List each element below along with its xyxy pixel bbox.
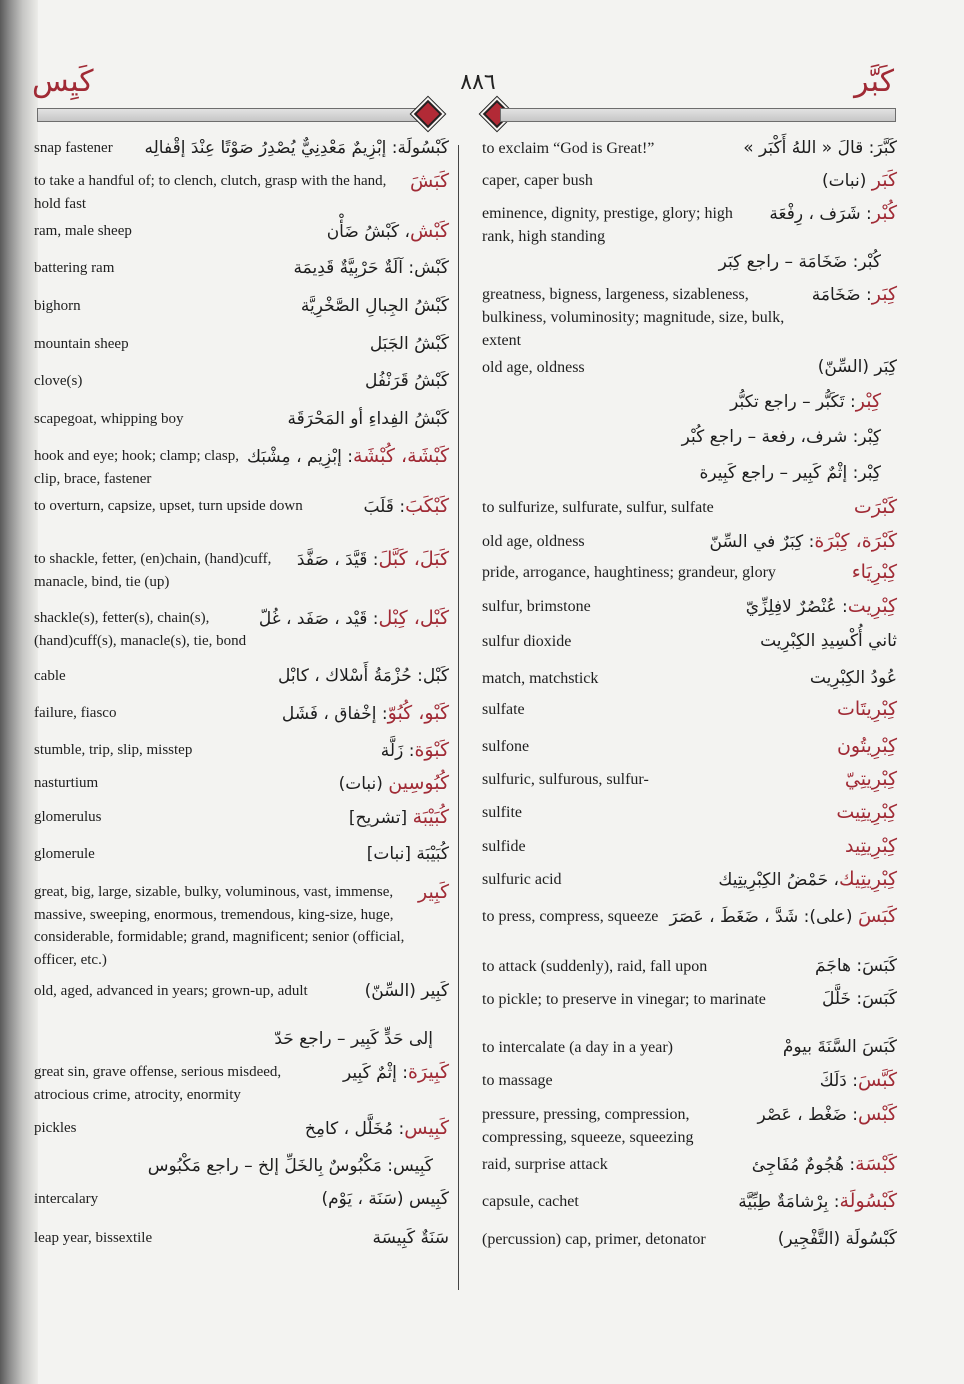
dictionary-entry (482, 462, 897, 485)
english-translation: snap fastener (34, 140, 113, 156)
arabic-definition: : ضَخَامَة (811, 285, 872, 305)
english-translation: old age, oldness (482, 533, 585, 550)
headword: كِبْرِيتِيّ (844, 768, 897, 790)
arabic-term (274, 1028, 449, 1051)
arabic-term (822, 169, 897, 193)
arabic-definition: كِبَر (السِّنّ) (817, 357, 897, 377)
dictionary-entry (482, 1153, 897, 1177)
english-translation: to overturn, capsize, upset, turn upside down (34, 498, 303, 514)
arabic-definition: كِبْر: إثْمٌ كَبِير – راجع كَبِيرة (699, 463, 881, 483)
arabic-term (836, 801, 897, 825)
english-translation: to press, compress, squeeze (482, 908, 659, 925)
english-translation: hook and eye; hook; clamp; clasp, clip, brace, fastener (34, 448, 239, 487)
dictionary-entry (482, 1228, 897, 1251)
dictionary-entry (34, 1117, 449, 1141)
english-translation: to massage (482, 1072, 553, 1089)
english-translation: eminence, dignity, prestige, glory; high rank, high standing (482, 205, 733, 245)
english-translation: ram, male sheep (34, 223, 132, 239)
headword: كِبْرِيتَات (837, 698, 897, 720)
english-translation: pickles (34, 1120, 77, 1136)
arabic-definition: (نبات) (338, 774, 389, 794)
arabic-term (247, 445, 449, 469)
english-translation: to intercalate (a day in a year) (482, 1039, 673, 1056)
english-translation: scapegoat, whipping boy (34, 411, 184, 427)
arabic-term (752, 1153, 897, 1177)
dictionary-entry (482, 1069, 897, 1093)
arabic-term (854, 496, 897, 520)
arabic-term (837, 698, 897, 722)
headword: كِبْرِيتِيت (836, 801, 897, 823)
english-translation: clove(s) (34, 373, 83, 389)
english-translation: cable (34, 668, 66, 684)
headword: كَبْكَبَ (405, 495, 449, 517)
headword: كِبْرِيت (847, 595, 897, 617)
headword: كَبِيرَة (408, 1061, 449, 1083)
dictionary-entry (34, 1188, 449, 1211)
arabic-term (410, 170, 449, 194)
arabic-definition: : إثْمٌ كَبِير (343, 1063, 409, 1083)
dictionary-entry (34, 1028, 449, 1051)
dictionary-entry (34, 548, 449, 593)
dictionary-entry (34, 295, 449, 318)
dictionary-entry (482, 1190, 897, 1214)
arabic-definition: كَبَّرَ: قالَ « اللهُ أَكْبَر » (743, 138, 897, 158)
dictionary-entry (482, 390, 897, 414)
arabic-definition: : دَلَكَ (819, 1071, 858, 1091)
arabic-term (845, 835, 897, 859)
dictionary-entry (34, 257, 449, 280)
arabic-term (349, 806, 449, 830)
arabic-definition: كَبْسُولَة (التَّفْجِير) (777, 1229, 897, 1249)
header-rule-left (37, 108, 424, 122)
english-translation: sulfuric acid (482, 871, 562, 888)
arabic-term (365, 370, 449, 393)
english-translation: battering ram (34, 260, 115, 276)
dictionary-entry (482, 137, 897, 160)
english-translation: capsule, cachet (482, 1193, 579, 1210)
arabic-term (812, 283, 897, 307)
arabic-term (746, 595, 897, 619)
arabic-definition: : تَكَبُّر – راجع تكبُّر (730, 392, 856, 412)
arabic-term (669, 905, 897, 929)
english-translation: to shackle, fetter, (en)chain, (hand)cuff, manacle, bind, tie (up) (34, 551, 272, 590)
headword: كِبْرِيتُون (836, 735, 897, 757)
arabic-term (820, 1069, 897, 1093)
headword: كَبْل، كِبْل (378, 607, 449, 629)
dictionary-entry (34, 772, 449, 796)
arabic-definition: : مُخَلَّل ، كامِخ (304, 1119, 405, 1139)
headword: كَبْش (409, 220, 449, 242)
dictionary-entry (34, 843, 449, 866)
arabic-definition: كَبْل: حُزْمَةُ أَسْلاك ، كابْل (277, 666, 449, 686)
dictionary-entry (34, 137, 449, 160)
headword: كِبْرِيتِيد (845, 835, 897, 857)
dictionary-entry (482, 356, 897, 379)
headword: كَبَّسَ (857, 1069, 897, 1091)
english-translation: leap year, bissextile (34, 1230, 153, 1246)
dictionary-entry (482, 561, 897, 585)
arabic-definition: سَنَةٌ كَبِيسَة (372, 1228, 449, 1248)
arabic-definition: [تشريح] (348, 808, 413, 828)
arabic-term (743, 137, 897, 160)
dictionary-entry (482, 955, 897, 978)
arabic-term (758, 1103, 897, 1127)
dictionary-entry (482, 988, 897, 1011)
headword: كُبَيْبَة (412, 806, 449, 828)
arabic-definition: كَبَسَ: هاجَمَ (815, 956, 897, 976)
headword: كَبِير (418, 881, 449, 903)
arabic-term (710, 530, 897, 554)
header-rule-right (500, 108, 896, 122)
headword: كُبْر (871, 202, 897, 224)
arabic-definition: كَبْسُولَة: إبْزِيمٌ مَعْدِنِيٌّ يُصْدِرُ صَوْتًا عِنْدَ إقْفالِه (144, 138, 449, 158)
dictionary-entry (482, 801, 897, 825)
english-translation: caper, caper bush (482, 172, 593, 189)
english-translation: stumble, trip, slip, misstep (34, 742, 193, 758)
arabic-term (301, 295, 449, 318)
arabic-definition: كُبَيْبَة [نبات] (366, 844, 449, 864)
headword: كَبْرَة، كِبْرَة (814, 530, 897, 552)
arabic-term (305, 1117, 449, 1141)
english-translation: sulfur, brimstone (482, 598, 591, 615)
english-translation: to take a handful of; to clench, clutch, grasp with the hand, hold fast (34, 173, 387, 212)
headword: كُبُوسِين (388, 772, 449, 794)
arabic-term (381, 739, 449, 763)
arabic-term (418, 881, 449, 905)
arabic-term (365, 980, 449, 1003)
english-translation: great, big, large, sizable, bulky, voluminous, vast, immense, massive, sweeping, enormous, tremendous, king-size, huge, considerable, formidable; grand, magnificent; senior (official, officer, etc.) (34, 884, 405, 968)
headword: كَبَشَ (409, 170, 449, 192)
arabic-term (818, 356, 897, 379)
arabic-term (327, 220, 449, 244)
english-translation: intercalary (34, 1191, 99, 1207)
english-translation: sulfone (482, 738, 530, 755)
english-translation: raid, surprise attack (482, 1156, 608, 1173)
arabic-definition: : إبْزِيم ، مِشْبَك (246, 447, 353, 467)
column-divider (458, 145, 459, 1290)
english-translation: failure, fiasco (34, 705, 117, 721)
dictionary-entry (34, 1227, 449, 1250)
dictionary-entry (482, 835, 897, 859)
english-translation: sulfite (482, 804, 522, 821)
dictionary-entry (482, 595, 897, 619)
english-translation: great sin, grave offense, serious misdeed, atrocious crime, atrocity, enormity (34, 1064, 282, 1103)
dictionary-entry (482, 698, 897, 722)
page-number: ٨٨٦ (460, 70, 496, 95)
english-translation: to attack (suddenly), raid, fall upon (482, 958, 708, 975)
arabic-definition: (على): شَدَّ ، ضَغَطَ ، عَصَرَ (669, 907, 858, 927)
arabic-term (778, 1228, 897, 1251)
arabic-definition: كَبَسَ السَّنَةَ بيومْ (782, 1037, 897, 1057)
arabic-term (339, 772, 449, 796)
arabic-definition: (نبات) (822, 171, 872, 191)
headword: كَبَر (871, 169, 897, 191)
arabic-definition: كَبْشُ الفِداءِ أو المَحْرَقَة (287, 409, 449, 429)
arabic-term (343, 1061, 449, 1085)
dictionary-entry (482, 496, 897, 520)
english-translation: greatness, bigness, largeness, sizableness, bulkiness, voluminosity; magnitude, size, bulk, extent (482, 286, 785, 349)
arabic-term (845, 768, 897, 792)
arabic-definition: : قَلَبَ (363, 497, 406, 517)
english-translation: sulfide (482, 838, 526, 855)
arabic-term (810, 667, 897, 690)
english-translation: mountain sheep (34, 336, 129, 352)
headword: كِبْر (855, 390, 881, 412)
arabic-term (682, 426, 897, 449)
dictionary-entry (34, 665, 449, 688)
dictionary-entry (34, 370, 449, 393)
dictionary-entry (34, 333, 449, 356)
english-translation: (percussion) cap, primer, detonator (482, 1231, 706, 1248)
english-translation: glomerulus (34, 809, 102, 825)
arabic-term (837, 735, 897, 759)
dictionary-entry (34, 806, 449, 830)
arabic-definition: : هُجُومٌ مُفَاجِئ (751, 1155, 856, 1175)
arabic-definition: : كِبَرٌ في السِّنّ (709, 532, 815, 552)
arabic-definition: كَبِيس: مَكْبُوسٌ بِالخَلِّ إلخ – راجع مَكْبُوس (147, 1156, 433, 1176)
english-translation: shackle(s), fetter(s), chain(s), (hand)cuff(s), manacle(s), tie, bond (34, 610, 247, 649)
arabic-definition: : قَيْد ، صَفَد ، غُلّ (258, 609, 379, 629)
dictionary-entry (482, 530, 897, 554)
headword: كَبْسَة (855, 1153, 897, 1175)
dictionary-entry (482, 169, 897, 193)
dictionary-entry (482, 1036, 897, 1059)
arabic-term (259, 607, 449, 631)
dictionary-entry (34, 702, 449, 726)
headword: كَبْو، كُبُوّ (387, 702, 449, 724)
arabic-term (730, 390, 897, 414)
dictionary-entry (482, 630, 897, 653)
arabic-term (363, 495, 449, 519)
english-translation: sulfate (482, 701, 525, 718)
arabic-term (145, 137, 449, 160)
arabic-definition: : بِرْشامَةٌ طِبِّيَّة (738, 1192, 840, 1212)
headword: كَبْسُولَة (839, 1190, 897, 1212)
dictionary-entry (482, 868, 897, 892)
arabic-definition: إلى حَدٍّ كَبِير – راجع حَدّ (274, 1029, 433, 1049)
book-spine-shadow (0, 0, 38, 1384)
arabic-term (370, 333, 449, 356)
dictionary-entry (482, 426, 897, 449)
arabic-term (769, 202, 897, 226)
arabic-definition: : عُنْصُرٌ لافِلِزِّيّ (745, 597, 848, 617)
arabic-definition: : زَلَّة (380, 741, 415, 761)
arabic-definition: كُبْر: ضَخَامَة – راجع كِبَر (718, 252, 881, 272)
english-translation: old, aged, advanced in years; grown-up, adult (34, 983, 308, 999)
arabic-definition: كَبَسَ: خَلَّلَ (821, 989, 897, 1009)
guide-word-left: كَيِس (32, 64, 94, 99)
english-translation: to sulfurize, sulfurate, sulfur, sulfate (482, 499, 714, 516)
arabic-definition: ، حَمْضُ الكِبْرِيتِيك (718, 870, 839, 890)
arabic-term (852, 561, 897, 585)
headword: كَبْس (857, 1103, 897, 1125)
arabic-term (719, 251, 897, 274)
diamond-ornament-icon (414, 100, 442, 128)
arabic-term (367, 843, 449, 866)
dictionary-entry (482, 735, 897, 759)
arabic-term (700, 462, 897, 485)
dictionary-entry (482, 1103, 897, 1149)
arabic-definition: كَبِير (السِّنّ) (364, 981, 449, 1001)
english-translation: bighorn (34, 298, 81, 314)
headword: كَبْرَت (853, 496, 897, 518)
arabic-definition: : قَيَّدَ ، صَفَّدَ (296, 550, 379, 570)
arabic-definition: : ضَغْط ، عَصْر (757, 1105, 858, 1125)
dictionary-entry (482, 768, 897, 792)
dictionary-entry (34, 495, 449, 519)
dictionary-entry (34, 607, 449, 652)
arabic-term (738, 1190, 897, 1214)
dictionary-entry (34, 980, 449, 1003)
english-translation: pride, arrogance, haughtiness; grandeur, glory (482, 564, 776, 581)
arabic-definition: كَبْشُ الجِبالِ الصَّخْرِيَّة (300, 296, 449, 316)
dictionary-entry (34, 881, 449, 971)
arabic-term (321, 1188, 449, 1211)
headword: كَبْوَة (414, 739, 449, 761)
arabic-term (783, 1036, 897, 1059)
arabic-definition: : إخْفاق ، فَشَل (281, 704, 388, 724)
arabic-definition: ثاني أُكْسِيدِ الكِبْرِيت (760, 631, 897, 651)
arabic-definition: كَبْشُ قَرَنْفُل (364, 371, 449, 391)
dictionary-entry (34, 1155, 449, 1178)
english-translation: old age, oldness (482, 359, 585, 376)
dictionary-entry (482, 905, 897, 929)
arabic-term (760, 630, 897, 653)
arabic-definition: كِبْر: شرف، رفعة – راجع كُبْر (681, 427, 881, 447)
dictionary-entry (34, 408, 449, 431)
headword: كَبِيس (404, 1117, 449, 1139)
arabic-term (287, 408, 449, 431)
headword: كِبَر (871, 283, 897, 305)
arabic-definition: : شَرَف ، رِفْعَة (769, 204, 872, 224)
english-translation: to pickle; to preserve in vinegar; to marinate (482, 991, 766, 1008)
english-translation: match, matchstick (482, 670, 599, 687)
arabic-term (282, 702, 449, 726)
headword: كَبَسَ (857, 905, 897, 927)
arabic-definition: ، كَبْشُ ضَأْن (326, 222, 410, 242)
dictionary-entry (34, 220, 449, 244)
arabic-definition: عُودُ الكِبْرِيت (809, 668, 897, 688)
arabic-term (718, 868, 897, 892)
arabic-definition: كَبِيس (سَنَة ، يَوْم) (321, 1189, 449, 1209)
english-translation: sulfur dioxide (482, 633, 572, 650)
dictionary-entry (482, 202, 897, 248)
arabic-term (294, 257, 449, 280)
headword: كِبْرِيَاء (851, 561, 897, 583)
arabic-term (297, 548, 449, 572)
english-translation: glomerule (34, 846, 95, 862)
english-translation: sulfuric, sulfurous, sulfur- (482, 771, 649, 788)
arabic-definition: كَبْشُ الجَبَل (369, 334, 449, 354)
dictionary-entry (34, 445, 449, 490)
arabic-term (148, 1155, 449, 1178)
dictionary-entry (482, 667, 897, 690)
english-translation: to exclaim “God is Great!” (482, 140, 655, 157)
english-translation: nasturtium (34, 775, 99, 791)
dictionary-entry (482, 283, 897, 352)
arabic-term (372, 1227, 449, 1250)
dictionary-entry (482, 251, 897, 274)
headword: كَبَلَ، كَبَّلَ (378, 548, 449, 570)
dictionary-entry (34, 1061, 449, 1106)
arabic-term (815, 955, 897, 978)
english-translation: pressure, pressing, compression, compressing, squeeze, squeezing (482, 1106, 694, 1146)
arabic-term (278, 665, 449, 688)
headword: كَبْشَة، كُبْشَة (352, 445, 449, 467)
guide-word-right: كَبَّر (854, 64, 894, 99)
dictionary-entry (34, 739, 449, 763)
headword: كِبْرِيتِيك (838, 868, 897, 890)
dictionary-entry (34, 170, 449, 215)
arabic-definition: كَبْش: آلَةٌ حَرْبِيَّةٌ قَدِيمَة (293, 258, 449, 278)
arabic-term (822, 988, 897, 1011)
